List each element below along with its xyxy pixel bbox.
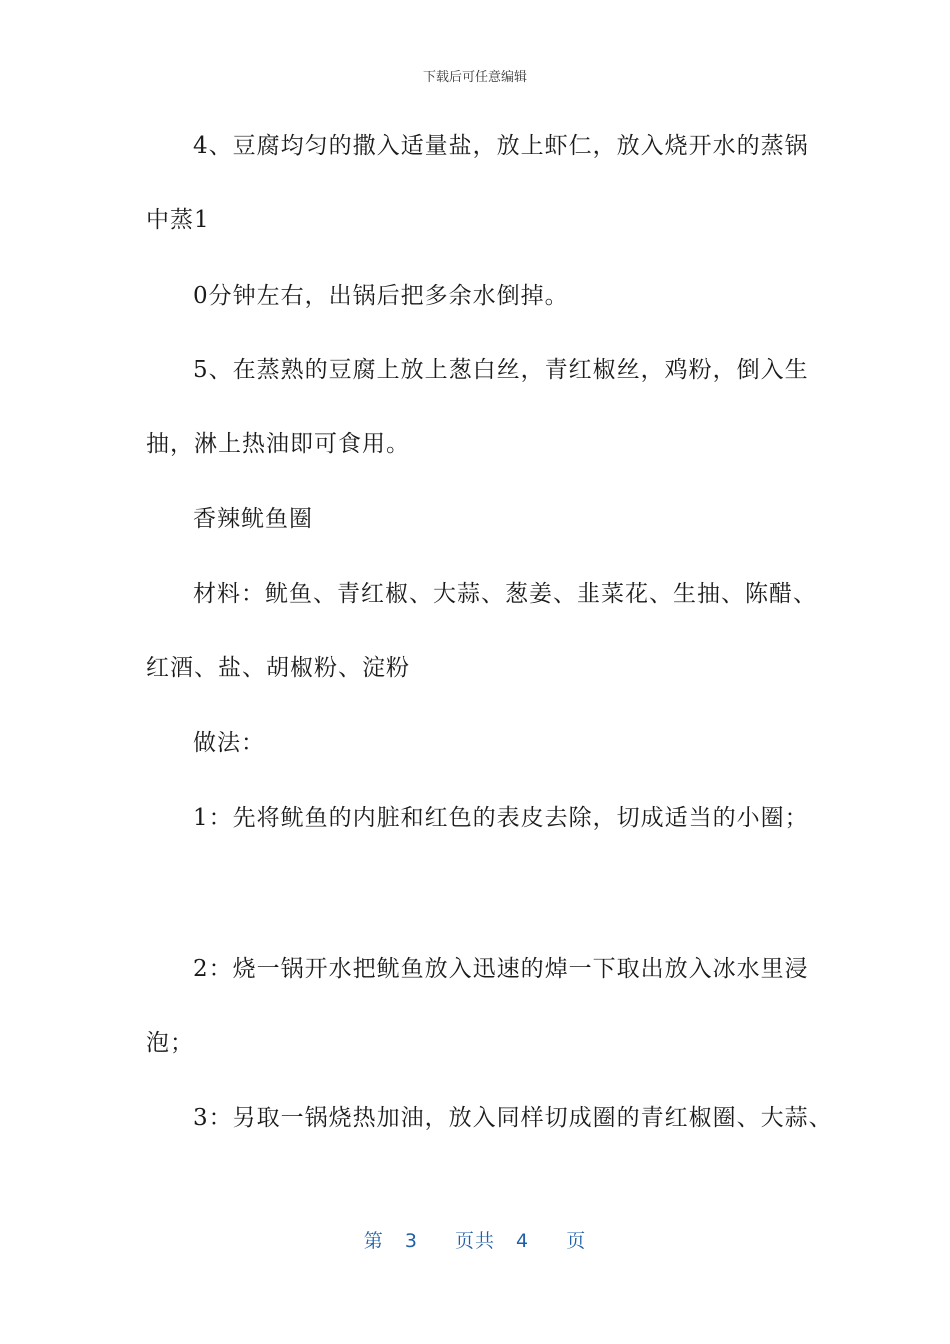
- paragraph-line: 材料：鱿鱼、青红椒、大蒜、葱姜、韭菜花、生抽、陈醋、: [193, 581, 817, 607]
- paragraph-line: 红酒、盐、胡椒粉、淀粉: [146, 655, 410, 681]
- paragraph-line: 泡；: [146, 1030, 194, 1056]
- current-page-number: 3: [404, 1230, 418, 1252]
- paragraph-line: 3：另取一锅烧热加油，放入同样切成圈的青红椒圈、大蒜、: [193, 1105, 833, 1131]
- page-header: 下载后可任意编辑: [422, 70, 527, 85]
- paragraph-line: 0分钟左右，出锅后把多余水倒掉。: [193, 283, 569, 309]
- section-title: 香辣鱿鱼圈: [193, 506, 313, 532]
- paragraph-line: 4、豆腐均匀的撒入适量盐，放上虾仁，放入烧开水的蒸锅: [193, 133, 809, 159]
- page-label-suffix: 页: [566, 1230, 587, 1252]
- paragraph-line: 2：烧一锅开水把鱿鱼放入迅速的焯一下取出放入冰水里浸: [193, 956, 809, 982]
- paragraph-line: 1：先将鱿鱼的内脏和红色的表皮去除，切成适当的小圈；: [193, 805, 809, 831]
- paragraph-line: 做法：: [193, 730, 265, 756]
- page-label-mid: 页共: [454, 1230, 495, 1252]
- total-pages-number: 4: [516, 1230, 530, 1252]
- paragraph-line: 抽，淋上热油即可食用。: [146, 431, 410, 457]
- page-footer: [0, 1226, 950, 1253]
- page-label-prefix: 第: [363, 1230, 384, 1252]
- paragraph-line: 5、在蒸熟的豆腐上放上葱白丝，青红椒丝，鸡粉，倒入生: [193, 357, 809, 383]
- paragraph-line: 中蒸1: [146, 207, 210, 233]
